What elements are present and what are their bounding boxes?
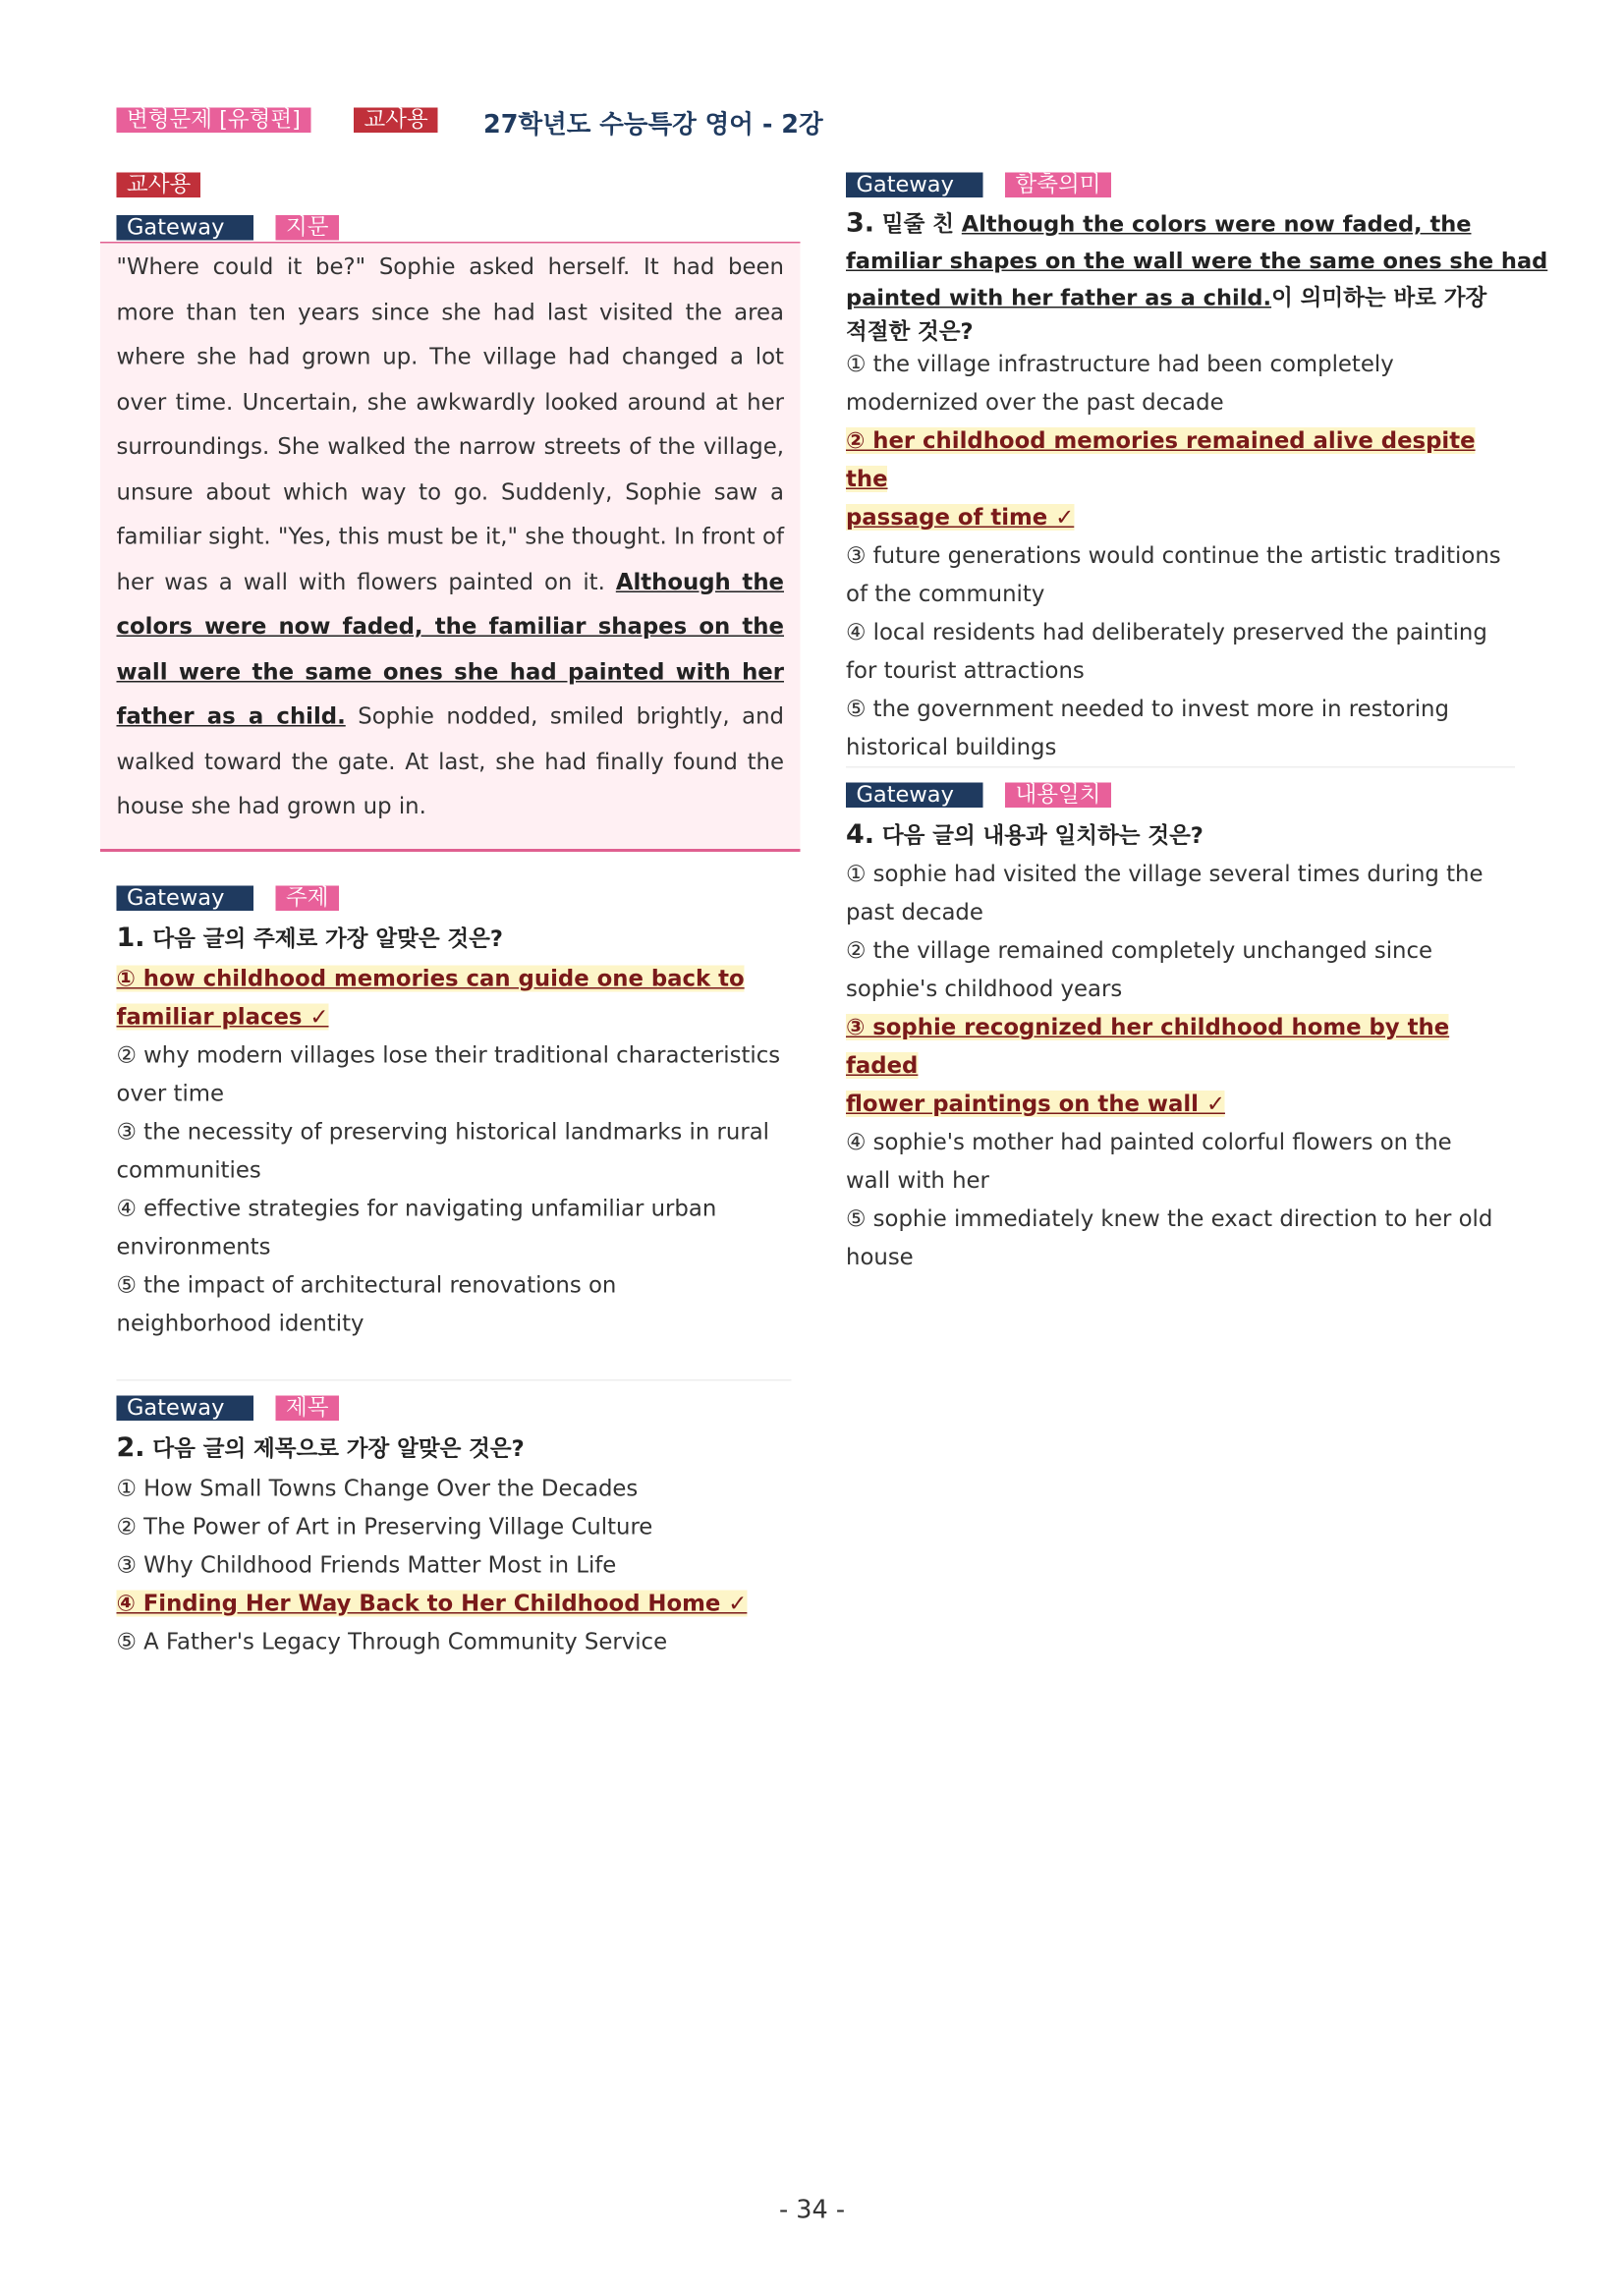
q4-gateway-label: Gateway [846, 783, 983, 809]
q1-option-3-line2: communities [116, 1156, 261, 1184]
q3-option-3[interactable] [846, 536, 1524, 613]
q3-question-line2: familiar shapes on the wall were the same ones she had [846, 248, 1548, 274]
q2-gateway-label: Gateway [117, 1396, 254, 1422]
q3-option-1[interactable] [846, 345, 1524, 421]
q4-option-5-line1: ⑤ sophie immediately knew the exact direction to her old [846, 1205, 1493, 1232]
q4-option-1-line2: past decade [846, 899, 983, 925]
q4-option-2-line2: sophie's childhood years [846, 976, 1123, 1002]
q2-question [117, 1432, 525, 1464]
page-number: - 34 - [778, 2196, 846, 2225]
q4-prompt: 다음 글의 내용과 일치하는 것은? [881, 822, 1204, 849]
q3-question-line1 [846, 208, 1471, 240]
q2-options [117, 1470, 795, 1661]
passage-gateway-label: Gateway [117, 215, 254, 241]
page-title: 27학년도 수능특강 영어 - 2강 [483, 110, 823, 140]
q4-tag: 내용일치 [1005, 783, 1111, 809]
q3-prefix: 밑줄 친 [881, 210, 962, 238]
q3-option-2[interactable] [846, 421, 1524, 536]
q3-option-2-line1: ② her childhood memories remained alive despite the [846, 427, 1476, 492]
q3-option-2-line2: passage of time ✓ [846, 504, 1075, 531]
q2-option-3[interactable]: ③ Why Childhood Friends Matter Most in Life [116, 1551, 617, 1579]
passage-text-after: Sophie nodded, smiled brightly, and walked toward the gate. At last, she had finally found the house she had grown up in. [116, 702, 784, 819]
q1-option-3[interactable] [117, 1113, 795, 1190]
q2-number: 2. [116, 1432, 145, 1464]
q3-question-line3 [846, 282, 1486, 313]
q1-prompt: 다음 글의 주제로 가장 알맞은 것은? [152, 925, 503, 952]
passage-tag: 지문 [276, 215, 339, 241]
q4-option-4[interactable] [846, 1123, 1524, 1200]
q3-gateway-label: Gateway [846, 173, 983, 198]
q1-option-1-line2: familiar places ✓ [116, 1003, 329, 1031]
q2-option-4-text: ④ Finding Her Way Back to Her Childhood Home ✓ [116, 1590, 748, 1617]
q1-option-5-line2: neighborhood identity [116, 1310, 364, 1337]
q4-option-5-line2: house [846, 1244, 914, 1270]
q3-option-4-line1: ④ local residents had deliberately preserved the painting [846, 619, 1487, 645]
q3-question-rest: 이 의미하는 바로 가장 [1271, 284, 1487, 311]
q1-option-5[interactable] [117, 1266, 795, 1343]
passage-text-before: "Where could it be?" Sophie asked herself. It had been more than ten years since she had last visited the area where she had grown up. The village had changed a lot over time. Uncertain, she awkwardly looked around at her surroundings. She walked the narrow streets of the village, unsure about which way to go. Suddenly, Sophie saw a familiar sight. "Yes, this must be it," she thought. In front of her was a wall with flowers painted on it. [116, 253, 784, 595]
q3-option-5[interactable] [846, 690, 1524, 766]
q4-option-4-line1: ④ sophie's mother had painted colorful flowers on the [846, 1129, 1452, 1155]
q4-option-3[interactable] [846, 1008, 1524, 1123]
passage-bottom-rule [100, 849, 801, 852]
q4-options [846, 855, 1524, 1276]
q2-option-4[interactable] [117, 1585, 795, 1623]
q1-separator [117, 1379, 792, 1381]
teacher-badge: 교사용 [117, 173, 201, 198]
q2-prompt: 다음 글의 제목으로 가장 알맞은 것은? [152, 1435, 525, 1462]
q1-number: 1. [116, 923, 145, 954]
q3-option-4-line2: for tourist attractions [846, 657, 1085, 684]
q3-option-1-line2: modernized over the past decade [846, 389, 1224, 416]
q4-option-1[interactable] [846, 855, 1524, 931]
q1-gateway-label: Gateway [117, 886, 254, 912]
q4-option-4-line2: wall with her [846, 1167, 989, 1194]
q4-question [846, 819, 1204, 851]
q3-tag: 함축의미 [1005, 173, 1111, 198]
q3-option-5-line2: historical buildings [846, 734, 1057, 760]
q3-option-3-line1: ③ future generations would continue the artistic traditions [846, 542, 1501, 569]
q1-option-5-line1: ⑤ the impact of architectural renovations on [116, 1271, 617, 1299]
q3-option-1-line1: ① the village infrastructure had been completely [846, 351, 1394, 377]
q1-option-2-line1: ② why modern villages lose their traditional characteristics [116, 1041, 781, 1069]
q3-option-5-line1: ⑤ the government needed to invest more in restoring [846, 696, 1449, 722]
header-badge-teacher: 교사용 [354, 108, 438, 134]
passage-underlined-sentence: Although the colors were now faded, the familiar shapes on the wall were the same ones she had painted with her father as a child. [116, 568, 784, 730]
q3-option-4[interactable] [846, 613, 1524, 690]
q1-option-4[interactable] [117, 1190, 795, 1266]
q3-options [846, 345, 1524, 766]
q4-option-1-line1: ① sophie had visited the village several times during the [846, 861, 1484, 887]
passage-text [117, 245, 785, 829]
q3-underlined-3: painted with her father as a child. [846, 284, 1272, 311]
q3-option-3-line2: of the community [846, 581, 1045, 607]
q3-separator [846, 766, 1515, 768]
q1-option-3-line1: ③ the necessity of preserving historical landmarks in rural [116, 1118, 769, 1146]
q4-option-2-line1: ② the village remained completely unchanged since [846, 937, 1433, 964]
q2-option-5[interactable]: ⑤ A Father's Legacy Through Community Service [116, 1628, 668, 1655]
q4-option-3-line2: flower paintings on the wall ✓ [846, 1091, 1225, 1117]
q2-option-1[interactable]: ① How Small Towns Change Over the Decades [116, 1475, 639, 1502]
q1-tag: 주제 [276, 886, 339, 912]
header-badge-variant: 변형문제 [유형편] [117, 108, 311, 134]
q3-number: 3. [846, 207, 875, 239]
q1-options [117, 960, 795, 1343]
q1-question [117, 923, 503, 954]
q1-option-2[interactable] [117, 1036, 795, 1113]
q1-option-1-line1: ① how childhood memories can guide one back to [116, 965, 745, 992]
q4-option-2[interactable] [846, 931, 1524, 1008]
q3-question-line4: 적절한 것은? [846, 318, 974, 345]
q1-option-4-line2: environments [116, 1233, 271, 1260]
q4-option-5[interactable] [846, 1200, 1524, 1276]
q4-option-3-line1: ③ sophie recognized her childhood home by the faded [846, 1014, 1450, 1079]
q1-option-2-line2: over time [116, 1080, 225, 1107]
q1-option-4-line1: ④ effective strategies for navigating unfamiliar urban [116, 1195, 717, 1222]
q1-option-1[interactable] [117, 960, 795, 1036]
q2-tag: 제목 [276, 1396, 339, 1422]
q4-number: 4. [846, 819, 875, 851]
q2-option-2[interactable]: ② The Power of Art in Preserving Village Culture [116, 1513, 653, 1540]
q3-underlined-1: Although the colors were now faded, the [961, 210, 1472, 238]
